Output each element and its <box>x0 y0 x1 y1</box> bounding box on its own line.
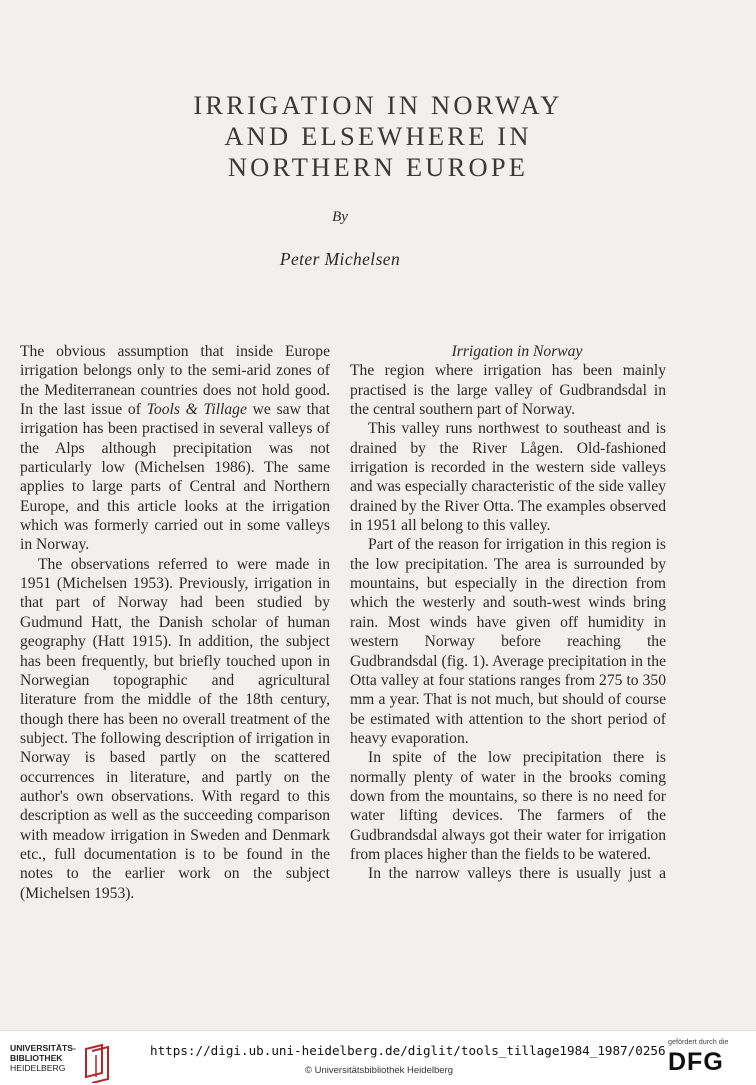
paragraph: In the narrow valleys there is usually just a <box>368 865 666 883</box>
journal-title: Tools & Tillage <box>146 401 247 419</box>
author-name: Peter Michelsen <box>279 249 401 269</box>
paragraph: In spite of the low precipitation there is normally plenty of water in the brooks coming down from the mountains, so there is no need for water lifting devices. The farmers of the Gudbrandsdal always got their water for irrigation from places higher than the fields to be watered. <box>350 749 666 863</box>
title-line-2: AND ELSEWHERE IN <box>224 121 532 151</box>
library-emblem-icon <box>82 1043 112 1083</box>
paragraph: This valley runs northwest to southeast and is drained by the River Lågen. Old-fashioned irrigation is recorded in the western side valleys and was especially characteristic of the side valley drained by the River Otta. The examples observed in 1951 all belong to this valley. <box>350 420 666 535</box>
paragraph: Part of the reason for irrigation in this region is the low precipitation. The area is surrounded by mountains, but especially in the direction from which the westerly and south-west winds bring rain. Most winds have given off humidity in western Norway before reaching the Gudbrandsdal (fig. 1). Average precipitation in the Otta valley at four stations ranges from 275 to 350 mm a year. That is not much, but should of course be estimated with attention to the short period of heavy evaporation. <box>350 536 666 747</box>
article-title <box>0 90 756 183</box>
library-logo[interactable]: UNIVERSITÄTS- BIBLIOTHEK HEIDELBERG <box>10 1043 76 1073</box>
paragraph: The region where irrigation has been mainly practised is the large valley of Gudbrandsdal in the central southern part of Norway. <box>350 362 666 419</box>
paragraph: The observations referred to were made in 1951 (Michelsen 1953). Previously, irrigation in that part of Norway had been studied by Gudmund Hatt, the Danish scholar of human geography (Hatt 1915). In addition, the subject has been frequently, but briefly touched upon in Norwegian topographic and agricultural literature from the middle of the 18th century, though there has been no overall treatment of the subject. The following description of irrigation in Norway is based partly on the scattered occurrences in literature, and partly on the author's own observations. With regard to this description as well as the succeeding comparison with meadow irrigation in Sweden and Denmark etc., full documentation is to be found in the notes to the earlier work on the subject (Michelsen 1953). <box>20 555 330 902</box>
byline-by: By <box>332 209 348 225</box>
section-heading: Irrigation in Norway <box>451 343 583 360</box>
copyright-notice: © Universitätsbibliothek Heidelberg <box>305 1065 453 1076</box>
viewer-footer <box>0 1030 756 1085</box>
title-line-1: IRRIGATION IN NORWAY <box>193 90 563 120</box>
permalink-url[interactable]: https://digi.ub.uni-heidelberg.de/diglit/tools_tillage1984_1987/0256 <box>150 1043 666 1058</box>
right-column <box>350 342 666 884</box>
left-column <box>20 342 330 903</box>
title-line-3: NORTHERN EUROPE <box>227 152 529 182</box>
dfg-logo[interactable]: gefördert durch die DFG <box>668 1037 729 1076</box>
paragraph: The obvious assumption that inside Europe irrigation belongs only to the semi-arid zones of the Mediterranean countries does not hold good. In the last issue of Tools & Tillage we saw that irrigation has been practised in several valleys of the Alps although precipitation was not particularly low (Michelsen 1986). The same applies to large parts of Central and Northern Europe, and this article looks at the irrigation which was formerly carried out in some valleys in Norway. <box>20 343 330 554</box>
